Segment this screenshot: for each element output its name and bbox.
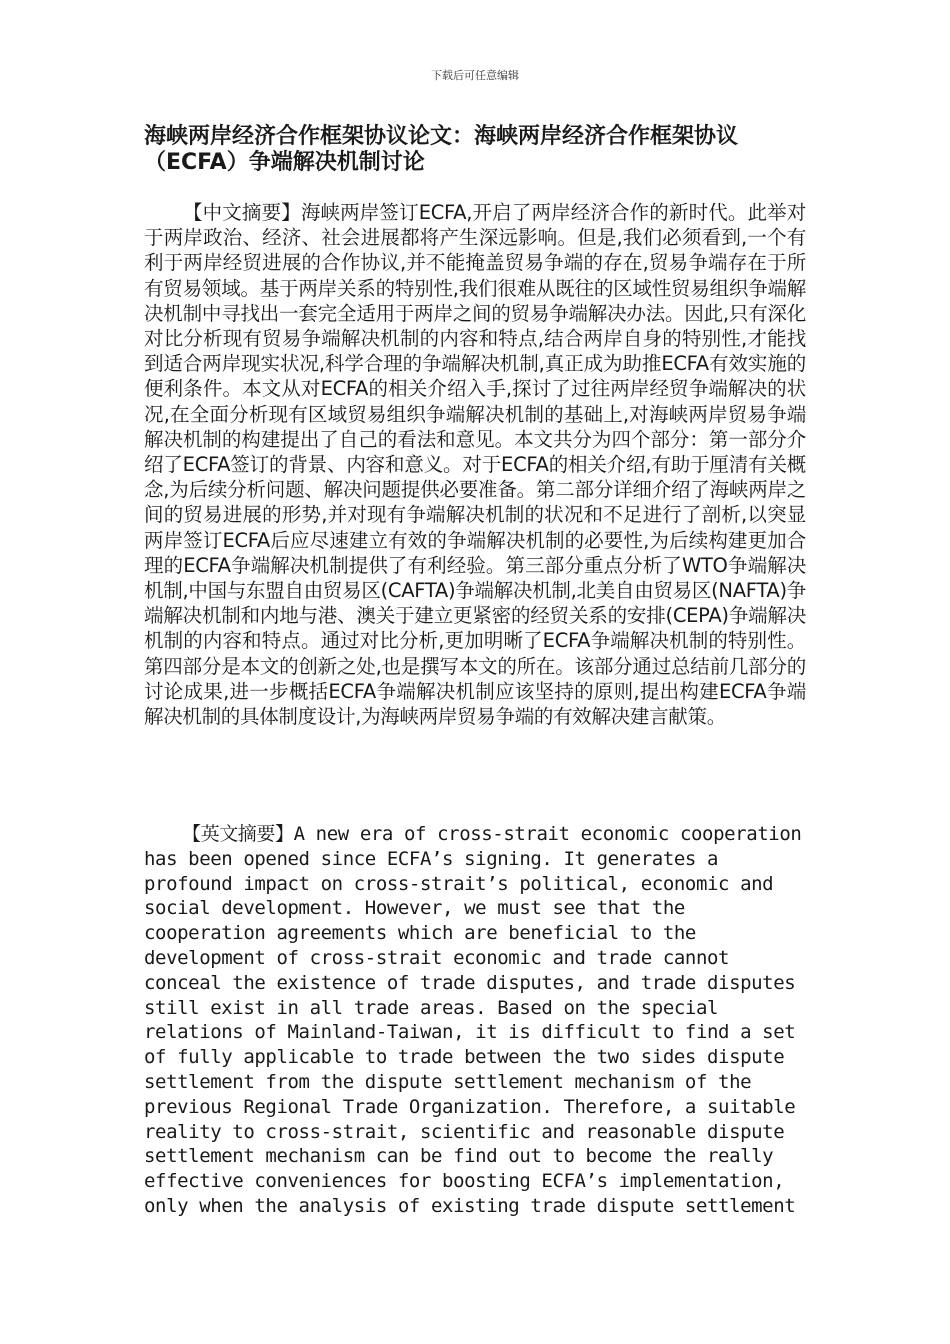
chinese-abstract-text: 海峡两岸签订ECFA,开启了两岸经济合作的新时代。此举对于两岸政治、经济、社会进展都将产生深远影响。但是,我们必须看到,一个有利于两岸经贸进展的合作协议,并不能掩盖贸易争端的存在,贸易争端存在于所有贸易领域。基于两岸关系的特别性,我们很难从既往的区域性贸易组织争端解决机制中寻找出一套完全适用于两岸之间的贸易争端解决办法。因此,只有深化对比分析现有贸易争端解决机制的内容和特点,结合两岸自身的特别性,才能找到适合两岸现实状况,科学合理的争端解决机制,真正成为助推ECFA有效实施的便利条件。本文从对ECFA的相关介绍入手,探讨了过往两岸经贸争端解决的状况,在全面分析现有区域贸易组织争端解决机制的基础上,对海峡两岸贸易争端解决机制的构建提出了自己的看法和意见。本文共分为四个部分：第一部分介绍了ECFA签订的背景、内容和意义。对于ECFA的相关介绍,有助于厘清有关概念,为后续分析问题、解决问题提供必要准备。第二部分详细介绍了海峡两岸之间的贸易进展的形势,并对现有争端解决机制的状况和不足进行了剖析,以突显两岸签订ECFA后应尽速建立有效的争端解决机制的必要性,为后续构建更加合理的ECFA争端解决机制提供了有利经验。第三部分重点分析了WTO争端解决机制,中国与东盟自由贸易区(CAFTA)争端解决机制,北美自由贸易区(NAFTA)争端解决机制和内地与港、澳关于建立更紧密的经贸关系的安排(CEPA)争端解决机制的内容和特点。通过对比分析,更加明晰了ECFA争端解决机制的特别性。第四部分是本文的创新之处,也是撰写本文的所在。该部分通过总结前几部分的讨论成果,进一步概括ECFA争端解决机制应该坚持的原则,提出构建ECFA争端解决机制的具体制度设计,为海峡两岸贸易争端的有效解决建言献策。 bbox=[144, 201, 806, 729]
english-abstract-text: A new era of cross-strait economic cooperation has been opened since ECFA’s signing. It generates a profound impact on cross-strait’s political, economic and social development. However, we must see that the cooperation agreements which are beneficial to the development of cross-strait economic and trade cannot conceal the existence of trade disputes, and trade disputes still exist in all trade areas. Based on the special relations of Mainland-Taiwan, it is difficult to find a set of fully applicable to trade between the two sides dispute settlement from the dispute settlement mechanism of the previous Regional Trade Organization. Therefore, a suitable reality to cross-strait, scientific and reasonable dispute settlement mechanism can be find out to become the really effective conveniences for boosting ECFA’s implementation, only when the analysis of existing trade dispute settlement bbox=[144, 823, 802, 1217]
chinese-abstract-label: 【中文摘要】 bbox=[183, 201, 301, 224]
english-abstract-label: 【英文摘要】 bbox=[182, 823, 294, 845]
page-header-note: 下载后可任意编辑 bbox=[431, 69, 519, 82]
chinese-abstract-paragraph bbox=[144, 200, 806, 729]
english-abstract-paragraph bbox=[144, 822, 806, 1219]
document-title: 海峡两岸经济合作框架协议论文：海峡两岸经济合作框架协议（ECFA）争端解决机制讨论 bbox=[144, 124, 739, 175]
